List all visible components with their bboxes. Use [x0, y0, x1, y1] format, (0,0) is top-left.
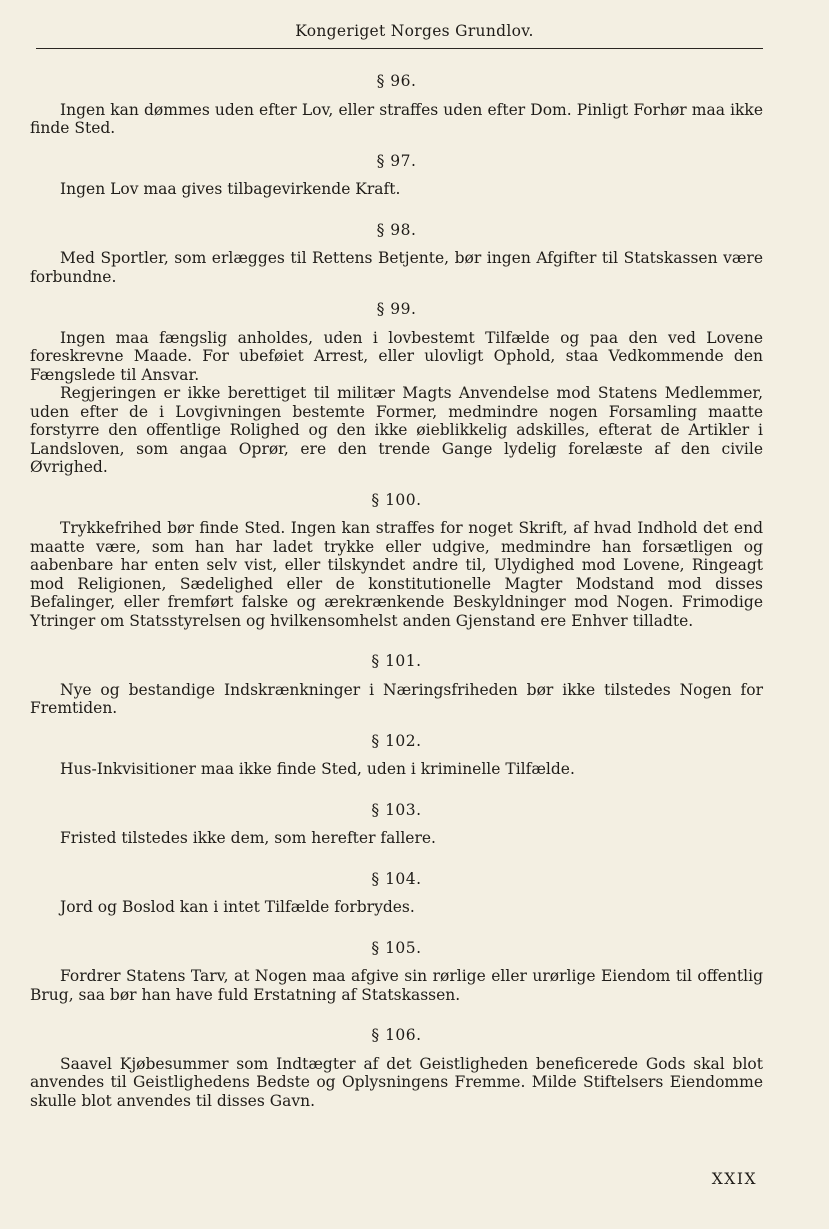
section-heading: § 101. [371, 652, 422, 670]
header-rule [36, 48, 763, 49]
paragraph: Med Sportler, som erlægges til Rettens Betjente, bør ingen Afgifter til Statskassen være forbundne. [30, 249, 763, 286]
document-body [30, 72, 763, 1110]
section-96 [30, 72, 763, 138]
paragraph: Saavel Kjøbesummer som Indtægter af det Geistligheden beneficerede Gods skal blot anvendes til Geistlighedens Bedste og Oplysningens Fremme. Milde Stiftelsers Eiendomme skulle blot anvendes til disses Gavn. [30, 1054, 763, 1110]
paragraph: Fordrer Statens Tarv, at Nogen maa afgive sin rørlige eller urørlige Eiendom til offentlig Brug, saa bør han have fuld Erstatning af Statskassen. [30, 967, 763, 1004]
section-106 [30, 1026, 763, 1110]
section-101 [30, 652, 763, 718]
section-heading: § 106. [371, 1026, 422, 1044]
section-98 [30, 221, 763, 287]
section-heading: § 97. [376, 151, 417, 170]
paragraph: Trykkefrihed bør finde Sted. Ingen kan straffes for noget Skrift, af hvad Indhold det end maatte være, som han har ladet trykke eller udgive, medmindre han forsætligen og aabenbare har enten selv vist, eller tilskyndet andre til, Ulydighed mod Lovene, Ringeagt mod Religionen, Sædelighed eller de konstitutionelle Magter Modstand mod disses Befalinger, eller fremført falske og ærekrænkende Beskyldninger mod Nogen. Frimodige Ytringer om Statsstyrelsen og hvilkensomhelst anden Gjenstand ere Enhver tilladte. [30, 519, 763, 630]
section-heading: § 98. [376, 220, 417, 239]
paragraph: Ingen maa fængslig anholdes, uden i lovbestemt Tilfælde og paa den ved Lovene foreskrevne Maade. For ubeføiet Arrest, eller ulovligt Ophold, staa Vedkommende den Fængslede til Ansvar. [30, 328, 763, 384]
section-heading: § 104. [371, 869, 422, 888]
section-heading: § 102. [371, 731, 422, 750]
paragraph: Ingen kan dømmes uden efter Lov, eller straffes uden efter Dom. Pinligt Forhør maa ikke finde Sted. [30, 100, 763, 137]
paragraph: Hus-Inkvisitioner maa ikke finde Sted, uden i kriminelle Tilfælde. [60, 760, 575, 778]
section-heading: § 99. [376, 300, 417, 318]
paragraph: Nye og bestandige Indskrænkninger i Næringsfriheden bør ikke tilstedes Nogen for Fremtiden. [30, 680, 763, 717]
section-heading: § 105. [371, 938, 422, 957]
page-number: XXIX [711, 1170, 757, 1188]
paragraph: Regjeringen er ikke berettiget til militær Magts Anvendelse mod Statens Medlemmer, uden efter de i Lovgivningen bestemte Former, medmindre nogen Forsamling maatte forstyrre den offentlige Rolighed og den ikke øieblikkelig adskilles, efterat de Artikler i Landsloven, som angaa Oprør, ere den trende Gange lydelig forelæste af den civile Øvrighed. [30, 384, 763, 476]
section-99 [30, 300, 763, 477]
section-97 [30, 152, 763, 199]
paragraph: Fristed tilstedes ikke dem, som herefter fallere. [60, 829, 436, 847]
section-heading: § 103. [371, 800, 422, 819]
section-heading: § 96. [376, 72, 417, 90]
section-100 [30, 491, 763, 631]
section-102 [30, 732, 763, 779]
section-103 [30, 801, 763, 848]
section-heading: § 100. [371, 490, 422, 509]
paragraph: Ingen Lov maa gives tilbagevirkende Kraft. [60, 180, 401, 198]
section-104 [30, 870, 763, 917]
paragraph: Jord og Boslod kan i intet Tilfælde forbrydes. [60, 898, 415, 916]
running-header: Kongeriget Norges Grundlov. [295, 22, 534, 40]
section-105 [30, 939, 763, 1005]
